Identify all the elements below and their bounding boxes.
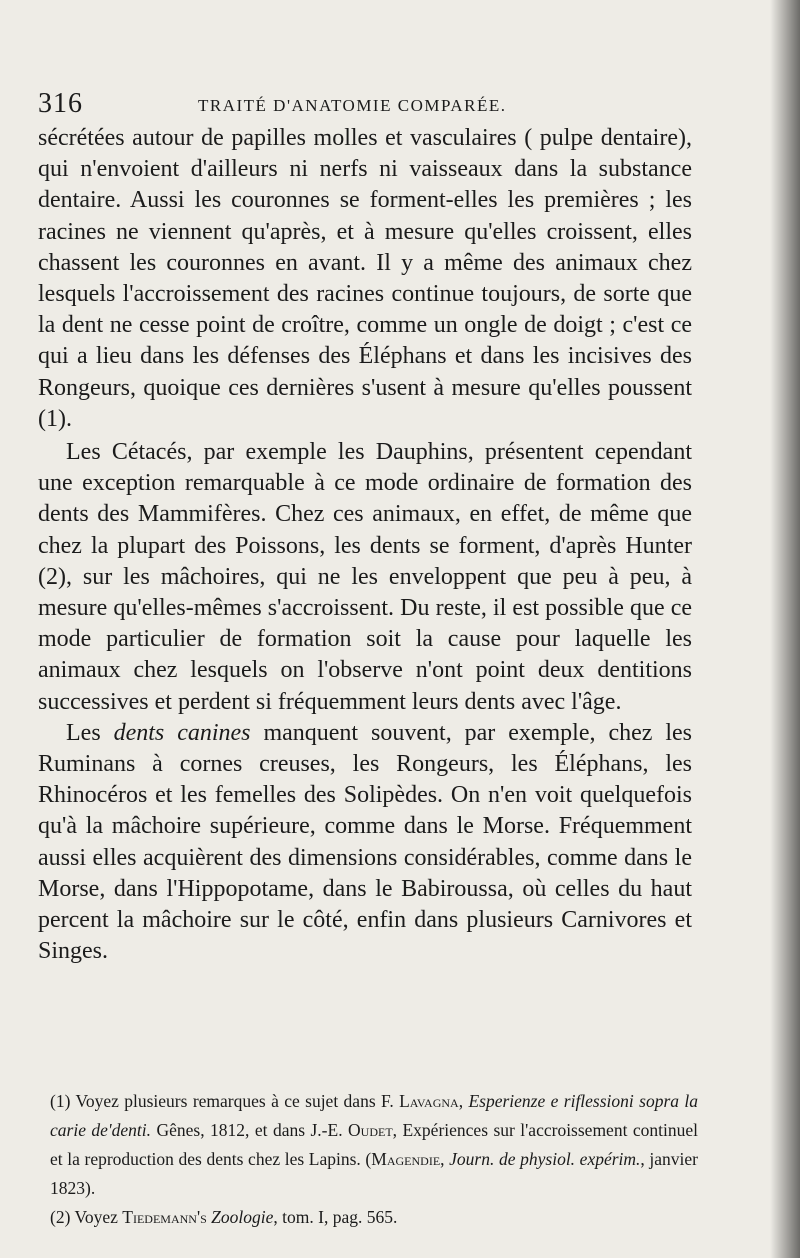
page-header: [38, 88, 738, 128]
footnote-2-title: Zoologie: [211, 1207, 274, 1227]
footnote-1: [50, 1087, 698, 1203]
page-edge-shadow: [770, 0, 800, 1258]
footnote-1-sep: ,: [458, 1091, 469, 1111]
paragraph-2: Les Cétacés, par exemple les Dauphins, présentent cependant une exception remarquable à ce mode ordinaire de formation des dents des Mammifères. Chez ces animaux, en effet, de même que chez la plupart des Poissons, les dents se forment, d'après Hunter (2), sur les mâchoires, qui ne les enveloppent que peu à peu, à mesure qu'elles-mêmes s'accroissent. Du reste, il est possible que ce mode particulier de formation soit la cause pour laquelle les animaux chez lesquels on l'observe n'ont point deux dentitions successives et perdent si fréquemment leurs dents avec l'âge.: [38, 439, 692, 715]
body-text: [38, 123, 692, 967]
paragraph-3-italic-term: dents canines: [113, 719, 251, 746]
footnote-1-title-1: Esperienze e riflessioni sopra la carie de'denti.: [50, 1091, 699, 1140]
footnote-1-text-3: , Expériences sur l'accroissement continuel et la reproduction des dents chez les Lapins. (: [50, 1120, 699, 1169]
footnote-1-author-2: Oudet: [348, 1120, 393, 1140]
footnote-2-text: (2) Voyez: [50, 1207, 123, 1227]
paragraph-3-rest: manquent souvent, par exemple, chez les Ruminans à cornes creuses, les Rongeurs, les Éléphans, les Rhinocéros et les femelles des Solipèdes. On n'en voit quelquefois qu'à la mâchoire supérieure, comme dans le Morse. Fréquemment aussi elles acquièrent des dimensions considérables, comme dans le Morse, dans l'Hippopotame, dans le Babiroussa, où celles du haut percent la mâchoire sur le côté, enfin dans plusieurs Carnivores et Singes.: [38, 719, 692, 965]
running-title: TRAITÉ D'ANATOMIE COMPARÉE.: [198, 96, 507, 115]
footnote-2-text-2: , tom. I, pag. 565.: [273, 1207, 398, 1227]
page-number: 316: [38, 88, 83, 119]
footnote-1-text-4: , janvier 1823).: [50, 1149, 699, 1198]
footnote-2-author: Tiedemann's: [122, 1207, 207, 1227]
footnote-2: [50, 1203, 698, 1232]
footnote-1-author-1: Lavagna: [399, 1091, 459, 1111]
footnote-1-author-3: Magendie: [371, 1149, 441, 1169]
footnote-1-title-2: Journ. de physiol. expérim.: [449, 1149, 641, 1169]
footnotes: [50, 1087, 698, 1232]
footnote-1-sep-2: ,: [440, 1149, 450, 1169]
paragraph-1: sécrétées autour de papilles molles et vasculaires ( pulpe dentaire), qui n'envoient d'ailleurs ni nerfs ni vaisseaux dans la substance dentaire. Aussi les couronnes se forment-elles les premières ; les racines ne viennent qu'après, et à mesure qu'elles croissent, elles chassent les couronnes en avant. Il y a même des animaux chez lesquels l'accroissement des racines continue toujours, de sorte que la dent ne cesse point de croître, comme un ongle de doigt ; c'est ce qui a lieu dans les défenses des Éléphans et dans les incisives des Rongeurs, quoique ces dernières s'usent à mesure qu'elles poussent (1).: [38, 125, 692, 432]
paragraph-3: [38, 718, 692, 968]
paragraph-3-start: Les: [66, 719, 114, 746]
footnote-1-text: (1) Voyez plusieurs remarques à ce sujet dans F.: [50, 1091, 400, 1111]
footnote-1-text-2: Gênes, 1812, et dans J.-E.: [151, 1120, 349, 1140]
